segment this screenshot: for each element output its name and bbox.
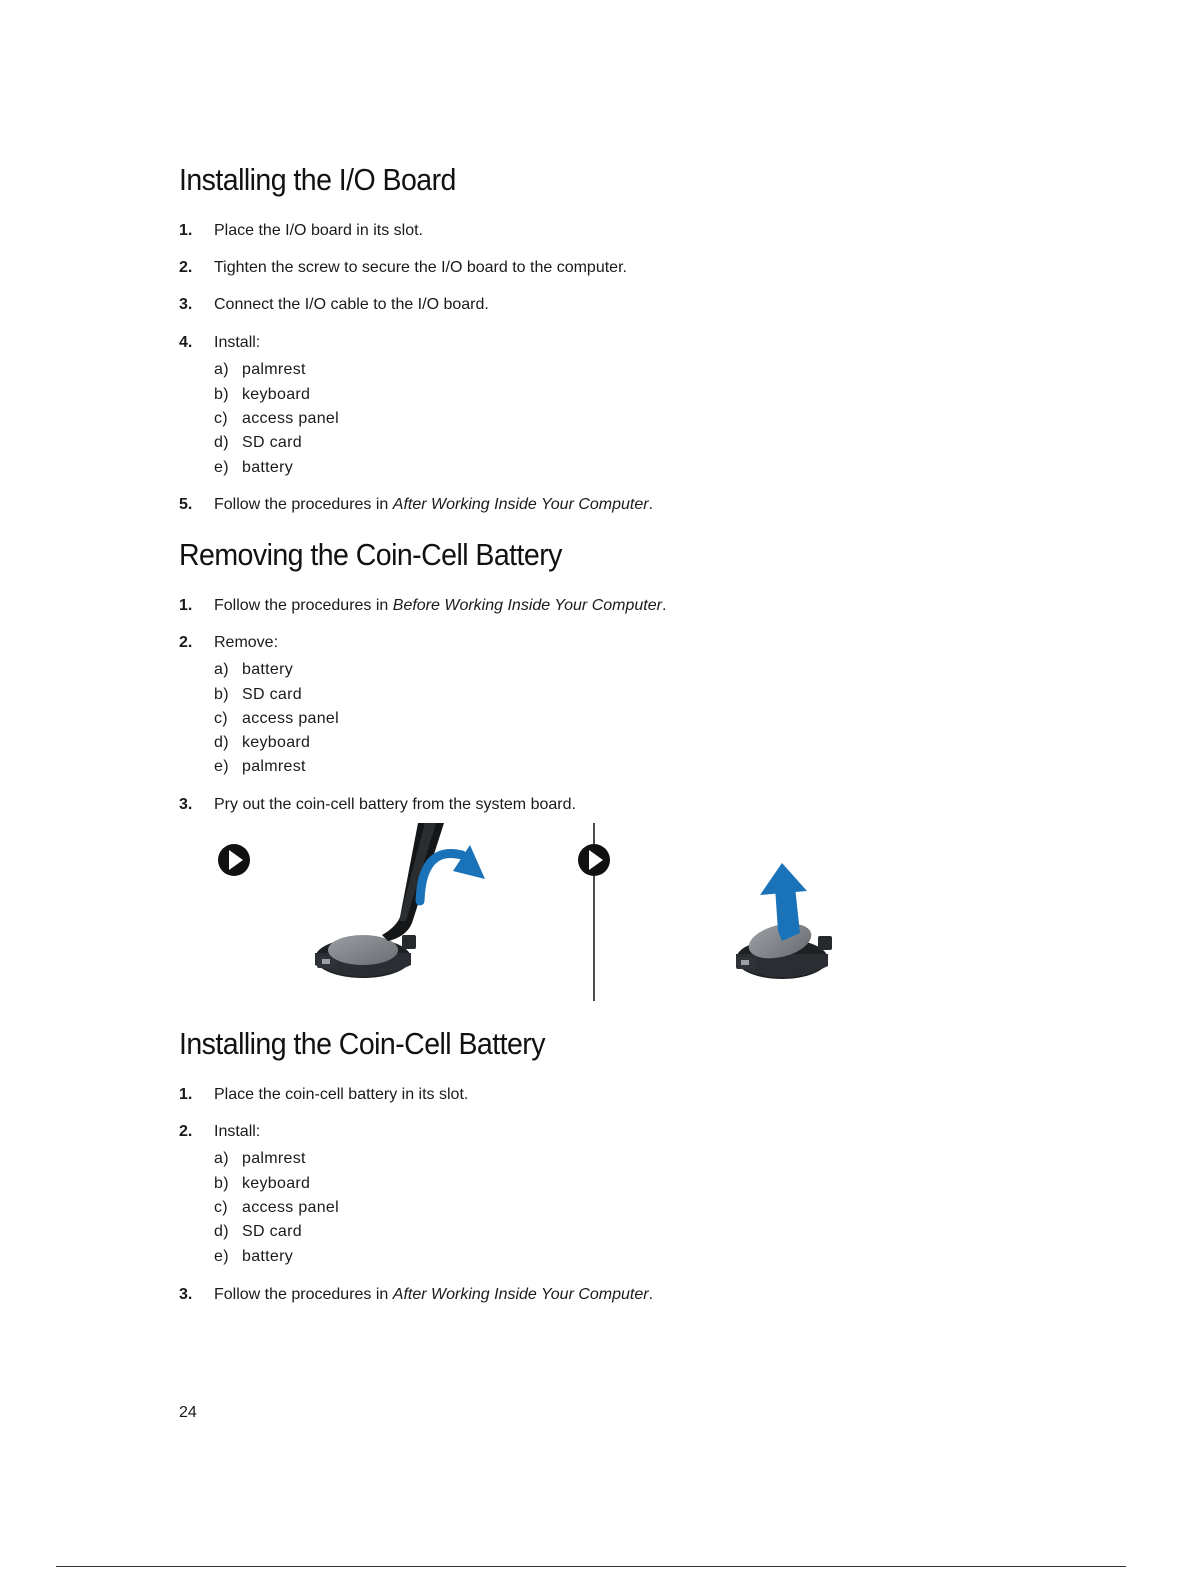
sub-text: access panel	[242, 710, 339, 727]
cross-reference: Before Working Inside Your Computer	[392, 597, 662, 614]
sub-text: battery	[242, 1248, 294, 1265]
sub-text: palmrest	[242, 758, 306, 775]
sub-text: SD card	[242, 686, 302, 703]
step-text: Place the coin-cell battery in its slot.	[214, 1086, 469, 1103]
footer-divider	[56, 1566, 1126, 1567]
sub-letter: a)	[214, 1150, 229, 1167]
step-number: 2.	[179, 1123, 193, 1140]
sub-text: SD card	[242, 434, 302, 451]
sub-text: keyboard	[242, 1175, 311, 1192]
coin-cell-removal-illustration	[210, 823, 840, 1003]
step-text	[214, 1286, 653, 1304]
play-icon	[578, 844, 610, 876]
step-number: 3.	[179, 796, 193, 813]
step-text-plain: Follow the procedures in	[214, 496, 393, 513]
coin-cell-socket-left	[315, 935, 416, 978]
step-text: Install:	[214, 334, 261, 351]
step-text: Connect the I/O cable to the I/O board.	[214, 296, 489, 313]
step-text: Install:	[214, 1123, 261, 1140]
sub-text: SD card	[242, 1223, 302, 1240]
sub-letter: e)	[214, 758, 229, 775]
step-text-plain: Follow the procedures in	[214, 1286, 393, 1303]
page-number: 24	[179, 1404, 197, 1421]
sub-letter: c)	[214, 410, 228, 427]
cross-reference: After Working Inside Your Computer	[392, 1286, 649, 1303]
step-text	[214, 597, 666, 615]
sub-letter: c)	[214, 710, 228, 727]
step-text-suffix: .	[661, 597, 667, 614]
step-number: 1.	[179, 222, 193, 239]
step-text	[214, 496, 653, 514]
step-number: 2.	[179, 634, 193, 651]
sub-letter: c)	[214, 1199, 228, 1216]
cross-reference: After Working Inside Your Computer	[392, 496, 649, 513]
step-number: 1.	[179, 597, 193, 614]
step-number: 3.	[179, 1286, 193, 1303]
sub-letter: e)	[214, 459, 229, 476]
sub-text: palmrest	[242, 361, 306, 378]
sub-text: battery	[242, 459, 294, 476]
step-text: Pry out the coin-cell battery from the system board.	[214, 796, 576, 813]
sub-letter: e)	[214, 1248, 229, 1265]
step-number: 3.	[179, 296, 193, 313]
section-title-installing-coin-cell: Installing the Coin-Cell Battery	[179, 1026, 545, 1061]
sub-letter: d)	[214, 734, 229, 751]
section-title-removing-coin-cell: Removing the Coin-Cell Battery	[179, 537, 562, 572]
step-text-suffix: .	[648, 496, 654, 513]
step-number: 5.	[179, 496, 193, 513]
sub-text: access panel	[242, 410, 339, 427]
sub-text: keyboard	[242, 386, 311, 403]
step-number: 1.	[179, 1086, 193, 1103]
section-title-installing-io-board: Installing the I/O Board	[179, 162, 456, 197]
step-number: 2.	[179, 259, 193, 276]
plastic-scribe	[382, 823, 444, 941]
step-text-plain: Follow the procedures in	[214, 597, 393, 614]
sub-letter: a)	[214, 361, 229, 378]
step-text-suffix: .	[648, 1286, 654, 1303]
sub-letter: b)	[214, 686, 229, 703]
step-number: 4.	[179, 334, 193, 351]
sub-letter: d)	[214, 1223, 229, 1240]
step-text: Tighten the screw to secure the I/O board to the computer.	[214, 259, 627, 276]
sub-text: battery	[242, 661, 294, 678]
sub-letter: a)	[214, 661, 229, 678]
sub-text: access panel	[242, 1199, 339, 1216]
play-icon	[218, 844, 250, 876]
sub-text: palmrest	[242, 1150, 306, 1167]
step-text: Remove:	[214, 634, 279, 651]
sub-text: keyboard	[242, 734, 311, 751]
sub-letter: b)	[214, 1175, 229, 1192]
step-text: Place the I/O board in its slot.	[214, 222, 423, 239]
sub-letter: d)	[214, 434, 229, 451]
sub-letter: b)	[214, 386, 229, 403]
